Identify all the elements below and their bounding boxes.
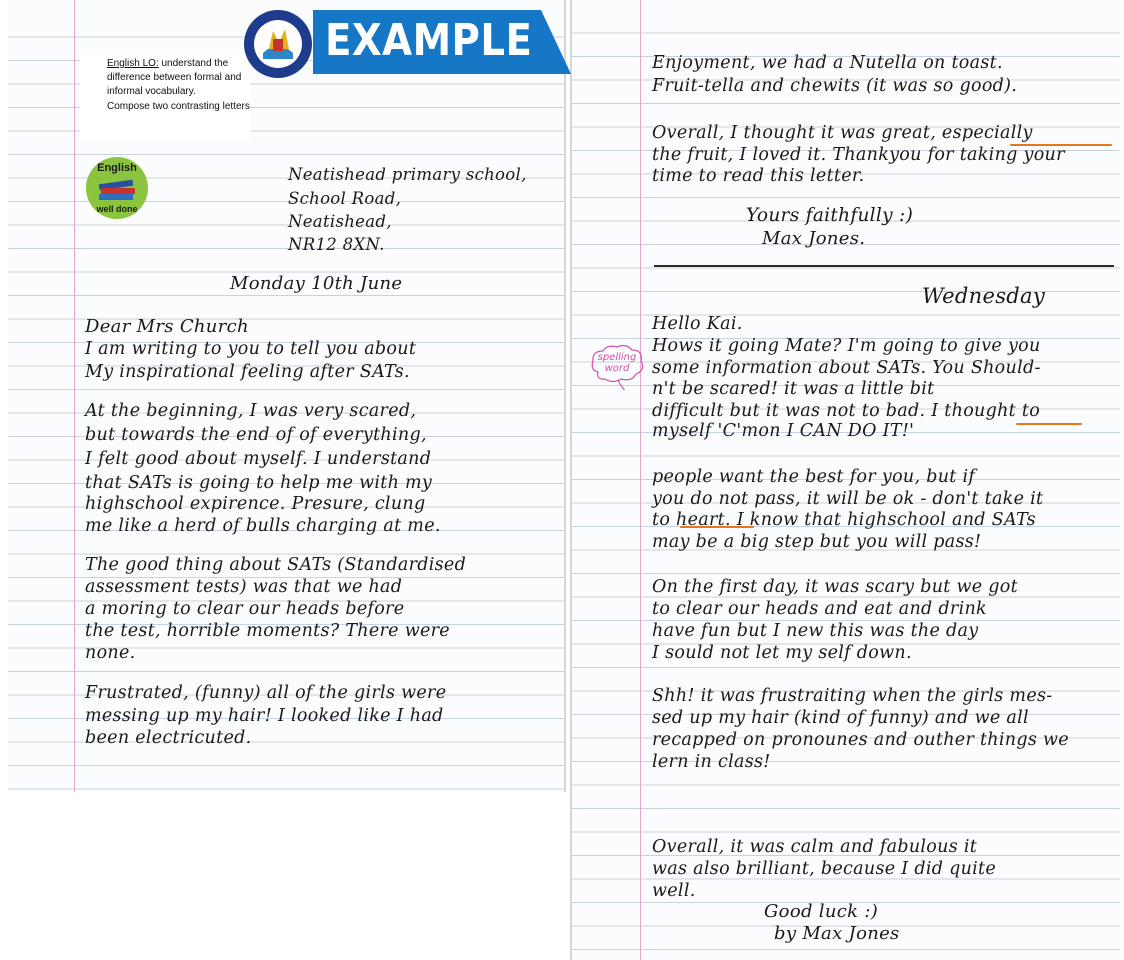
- learning-objective-line: difference between formal and: [107, 72, 242, 83]
- sticker-label: well done: [96, 204, 138, 214]
- margin-line: [640, 0, 641, 960]
- letter-line: I felt good about myself. I understand: [85, 449, 432, 469]
- letter-line: Enjoyment, we had a Nutella on toast.: [652, 53, 1003, 73]
- letter-date: Monday 10th June: [230, 273, 403, 294]
- letter-line: myself 'C'mon I CAN DO IT!': [652, 421, 915, 441]
- letter-line: Fruit-tella and chewits (it was so good).: [652, 76, 1018, 96]
- letter-line: Frustrated, (funny) all of the girls were: [85, 683, 447, 703]
- letter-line: me like a herd of bulls charging at me.: [85, 516, 441, 536]
- letter-line: messing up my hair! I looked like I had: [85, 706, 444, 726]
- letter-signoff: Yours faithfully :): [746, 205, 914, 226]
- learning-objective-label: English LO:: [107, 58, 159, 69]
- letter-line: Shh! it was frustraiting when the girls mes-: [652, 686, 1053, 706]
- letter-date: Wednesday: [922, 284, 1045, 308]
- letter-line: I sould not let my self down.: [652, 643, 912, 663]
- page-edge: [564, 0, 566, 792]
- letter-line: been electricuted.: [85, 728, 252, 748]
- letter-line: n't be scared! it was a little bit: [652, 379, 935, 399]
- letter-line: recapped on pronounes and outher things we: [652, 730, 1069, 750]
- example-banner-text: EXAMPLE: [325, 15, 533, 66]
- letter-divider: [654, 265, 1114, 267]
- letter-line: Overall, it was calm and fabulous it: [652, 837, 978, 857]
- letter-line: none.: [85, 643, 136, 663]
- orange-underline: [1016, 423, 1082, 425]
- address-line: NR12 8XN.: [288, 235, 385, 254]
- sticker-label: English: [97, 162, 137, 174]
- letter-line: difficult but it was not to bad. I thought to: [652, 401, 1041, 421]
- learning-objective-line: Compose two contrasting letters: [107, 101, 250, 112]
- letter-line: the fruit, I loved it. Thankyou for taking your: [652, 145, 1065, 165]
- address-line: Neatishead primary school,: [288, 165, 527, 184]
- letter-line: At the beginning, I was very scared,: [85, 401, 417, 421]
- letter-line: but towards the end of of everything,: [85, 425, 427, 445]
- letter-line: you do not pass, it will be ok - don't take it: [652, 489, 1044, 509]
- letter-line: highschool expirence. Presure, clung: [85, 494, 426, 514]
- letter-line: time to read this letter.: [652, 166, 865, 186]
- letter-line: The good thing about SATs (Standardised: [85, 555, 467, 575]
- letter-line: that SATs is going to help me with my: [85, 473, 433, 493]
- example-banner: [313, 10, 571, 74]
- blank-area: [0, 796, 564, 960]
- letter-line: sed up my hair (kind of funny) and we all: [652, 708, 1029, 728]
- letter-salutation: Dear Mrs Church: [85, 316, 249, 337]
- letter-line: the test, horrible moments? There were: [85, 621, 450, 641]
- letter-line: I am writing to you to tell you about: [85, 339, 417, 359]
- letter-signoff: Good luck :): [764, 901, 879, 922]
- learning-objective-box: [80, 54, 250, 140]
- letter-line: people want the best for you, but if: [652, 467, 976, 487]
- letter-signature: Max Jones.: [762, 228, 866, 249]
- learning-objective-line: English LO: understand the: [107, 58, 229, 69]
- letter-line: well.: [652, 881, 696, 901]
- letter-line: lern in class!: [652, 752, 771, 772]
- letter-line: was also brilliant, because I did quite: [652, 859, 997, 879]
- letter-line: My inspirational feeling after SATs.: [85, 362, 410, 382]
- english-well-done-sticker: [85, 156, 149, 220]
- letter-line: a moring to clear our heads before: [85, 599, 405, 619]
- letter-line: may be a big step but you will pass!: [652, 532, 982, 552]
- letter-salutation: Hello Kai.: [652, 314, 743, 334]
- letter-line: some information about SATs. You Should-: [652, 358, 1041, 378]
- letter-line: assessment tests) was that we had: [85, 577, 403, 597]
- spelling-note-text: spelling word: [597, 352, 637, 374]
- spelling-word-annotation: [588, 342, 646, 390]
- learning-objective-line: informal vocabulary.: [107, 86, 196, 97]
- address-line: Neatishead,: [288, 212, 392, 231]
- letter-line: have fun but I new this was the day: [652, 621, 979, 641]
- letter-line: to clear our heads and eat and drink: [652, 599, 987, 619]
- address-line: School Road,: [288, 189, 402, 208]
- page-edge: [570, 0, 572, 960]
- federation-badge-icon: [243, 9, 313, 79]
- letter-line: On the first day, it was scary but we got: [652, 577, 1018, 597]
- margin-line: [74, 0, 75, 792]
- letter-line: Hows it going Mate? I'm going to give you: [652, 336, 1041, 356]
- letter-signature: by Max Jones: [774, 923, 900, 944]
- letter-line: Overall, I thought it was great, especially: [652, 123, 1033, 143]
- letter-line: to heart. I know that highschool and SATs: [652, 510, 1036, 530]
